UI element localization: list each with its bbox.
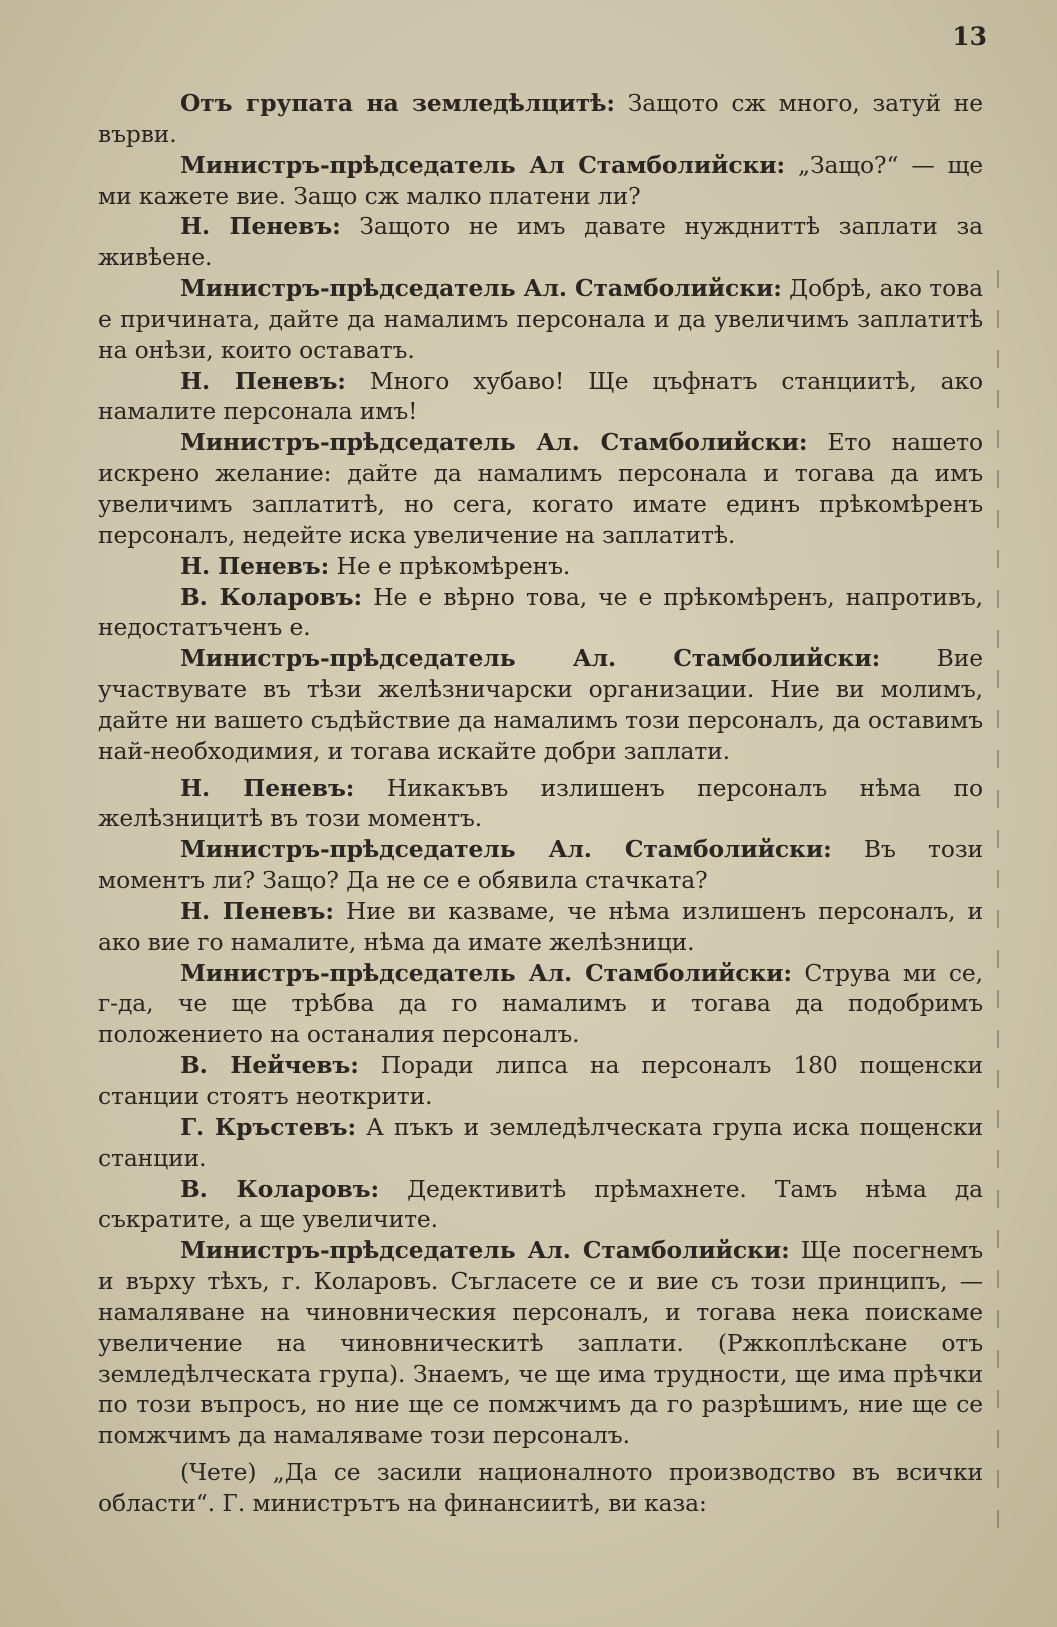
speech-text: Никакъвъ излишенъ персоналъ нѣма по желѣзницитѣ въ този моментъ. xyxy=(98,773,983,833)
transcript-paragraph xyxy=(98,834,983,896)
page-number: 13 xyxy=(952,22,987,51)
margin-edge-marks xyxy=(997,270,999,1550)
speech-text: Ние ви казваме, че нѣма излишенъ персоналъ, и ако вие го намалите, нѣма да имате желѣзници. xyxy=(98,896,983,956)
speaker-name: Отъ групата на земледѣлцитѣ: xyxy=(180,89,615,117)
speaker-name: Министръ-прѣдседатель Ал. Стамболийски: xyxy=(180,274,782,303)
speaker-name: Министръ-прѣдседатель Ал Стамболийски: xyxy=(180,150,786,179)
speaker-name: В. Коларовъ: xyxy=(180,1174,379,1203)
transcript-paragraph xyxy=(98,551,983,582)
transcript-paragraph xyxy=(98,366,983,428)
speaker-name: Н. Пеневъ: xyxy=(180,896,334,925)
document-body xyxy=(98,88,983,1519)
speaker-name: В. Нейчевъ: xyxy=(180,1051,359,1080)
transcript-paragraph xyxy=(98,427,983,550)
speaker-name: В. Коларовъ: xyxy=(180,582,363,611)
speech-text: Вие участвувате въ тѣзи желѣзничарски организации. Ние ви молимъ, дайте ни вашето съдѣйствие да намалимъ този персоналъ, да оставимъ най-необходимия, и тогава искайте добри заплати. xyxy=(98,644,983,765)
speaker-name: Министръ-прѣдседатель Ал. Стамболийски: xyxy=(180,835,832,864)
speaker-name: Н. Пеневъ: xyxy=(180,773,355,802)
transcript-paragraph xyxy=(98,88,983,150)
transcript-paragraph xyxy=(98,773,983,835)
speech-text: А пъкъ и земледѣлческата група иска пощенски станции. xyxy=(98,1112,983,1172)
speech-text: Не е прѣкомѣренъ. xyxy=(329,551,571,580)
speaker-name: Министръ-прѣдседатель Ал. Стамболийски: xyxy=(180,644,881,673)
speaker-name: Министръ-прѣдседатель Ал. Стамболийски: xyxy=(180,1236,790,1265)
speech-text: Много хубаво! Ще цъфнатъ станциитѣ, ако намалите персонала имъ! xyxy=(98,366,983,426)
speech-text: Въ този моментъ ли? Защо? Да не се е обявила стачката? xyxy=(98,835,984,895)
speaker-name: Г. Кръстевъ: xyxy=(180,1112,357,1141)
speaker-name: Н. Пеневъ: xyxy=(180,366,346,395)
transcript-paragraph xyxy=(98,1112,983,1174)
transcript-paragraph xyxy=(98,896,983,958)
speaker-name: Министръ-прѣдседатель Ал. Стамболийски: xyxy=(180,958,792,987)
transcript-paragraph xyxy=(98,1050,983,1112)
transcript-paragraph xyxy=(98,150,983,212)
transcript-paragraph xyxy=(98,958,983,1051)
speech-text: Не е вѣрно това, че е прѣкомѣренъ, напротивъ, недостатъченъ е. xyxy=(98,582,984,642)
speech-text: Поради липса на персоналъ 180 пощенски станции стоятъ неоткрити. xyxy=(98,1051,983,1110)
transcript-paragraph xyxy=(98,211,983,273)
speech-text: Ето нашето искрено желание: дайте да намалимъ персонала и тогава да имъ увеличимъ заплатитѣ, но сега, когато имате единъ прѣкомѣренъ персоналъ, недейте иска увеличение на заплатитѣ. xyxy=(98,428,984,549)
transcript-paragraph xyxy=(98,1235,983,1451)
speech-text: Дедективитѣ прѣмахнете. Тамъ нѣма да съкратите, а ще увеличите. xyxy=(98,1174,983,1234)
transcript-paragraph xyxy=(98,582,983,644)
speech-text: Защото сж много, затуй не върви. xyxy=(98,89,983,148)
speech-text: „Защо?“ — ще ми кажете вие. Защо сж малко платени ли? xyxy=(98,150,984,210)
transcript-paragraph xyxy=(98,1174,983,1236)
speaker-name: Н. Пеневъ: xyxy=(180,551,330,580)
transcript-paragraph xyxy=(98,643,983,766)
speech-text: Добрѣ, ако това е причината, дайте да намалимъ персонала и да увеличимъ заплатитѣ на онѣзи, които оставатъ. xyxy=(98,274,984,364)
speech-text: Ще посегнемъ и върху тѣхъ, г. Коларовъ. Съгласете се и вие съ този принципъ, — намаляване на чиновническия персоналъ, и тогава нека поискаме увеличение на чиновническитѣ заплати. (Ржкоплѣскане отъ земледѣлческата група). Знаемъ, че ще има трудности, ще има прѣчки по този въпросъ, но ние ще се помжчимъ да го разрѣшимъ, ние ще се помжчимъ да намаляваме този персоналъ. xyxy=(98,1236,984,1450)
speaker-name: Министръ-прѣдседатель Ал. Стамболийски: xyxy=(180,428,808,457)
speech-text: Струва ми се, г-да, че ще трѣбва да го намалимъ и тогава да подобримъ положението на останалия персоналъ. xyxy=(98,958,983,1049)
transcript-paragraph xyxy=(98,1457,983,1519)
transcript-paragraph xyxy=(98,273,983,366)
speech-text: (Чете) „Да се засили националното производство въ всички области“. Г. министрътъ на финансиитѣ, ви каза: xyxy=(98,1458,983,1517)
speech-text: Защото не имъ давате нуждниттѣ заплати за живѣене. xyxy=(98,212,983,272)
speaker-name: Н. Пеневъ: xyxy=(180,212,341,241)
